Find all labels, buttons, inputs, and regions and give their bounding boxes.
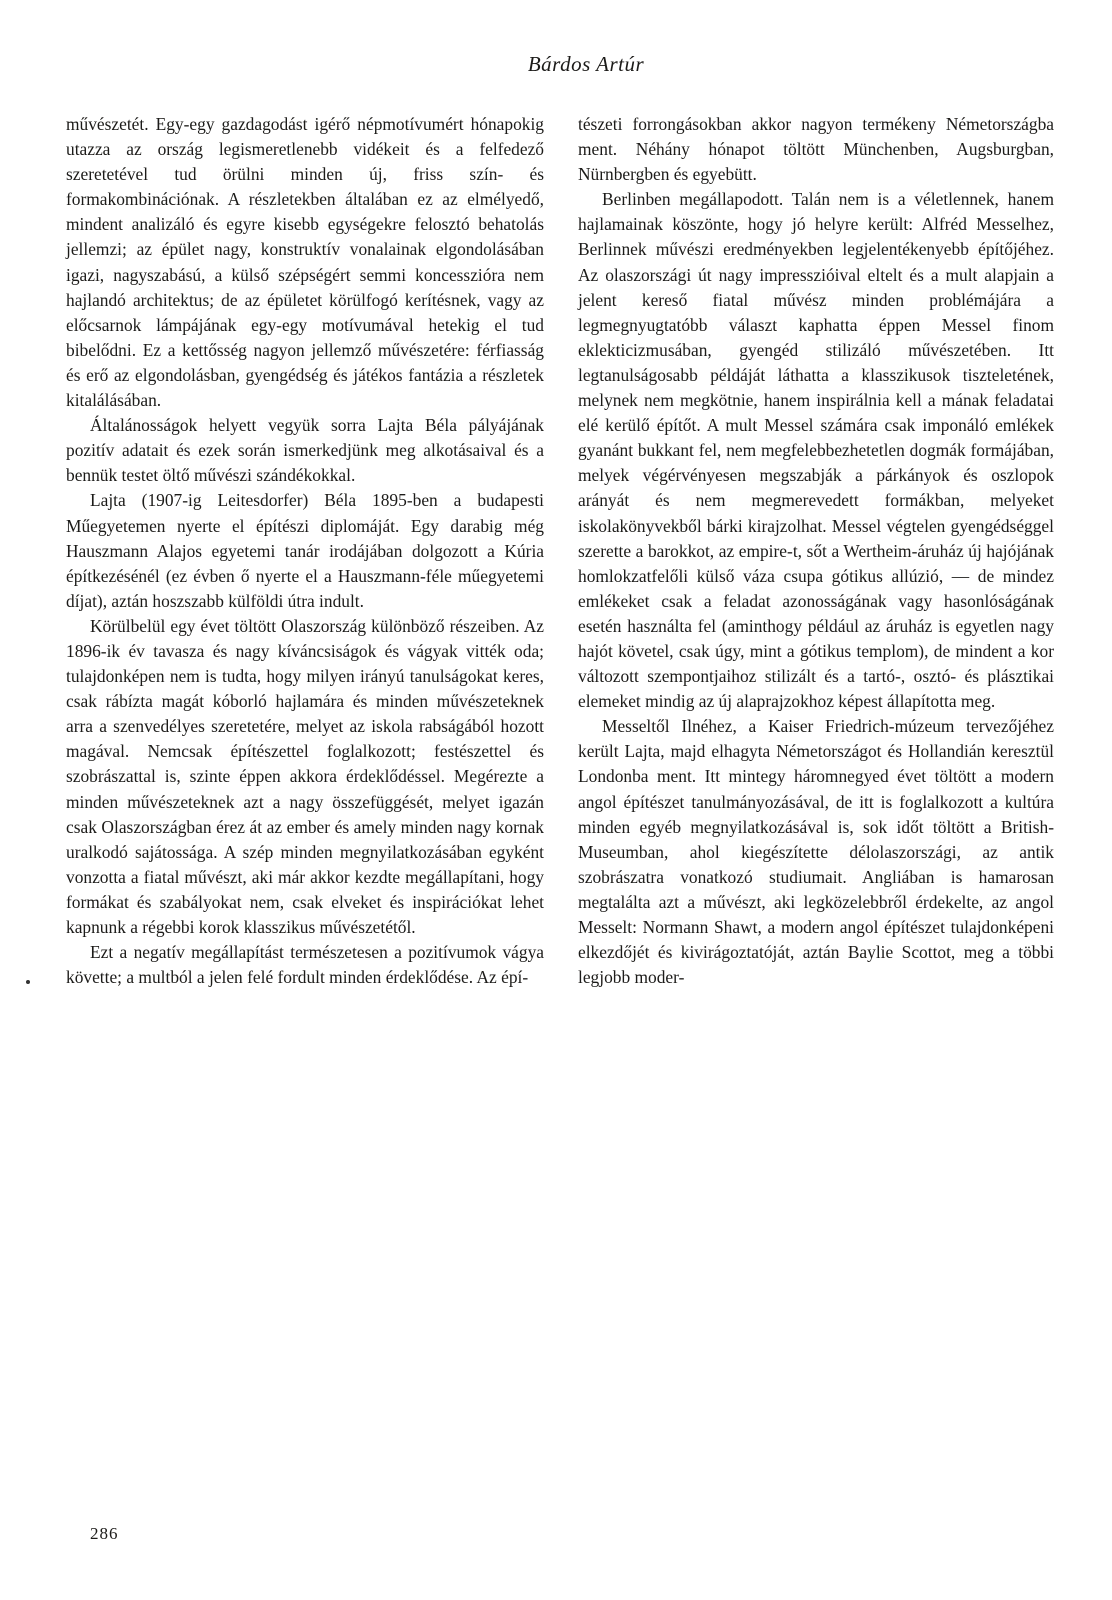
page-number: 286 [90, 1524, 119, 1543]
paragraph: Általánosságok helyett vegyük sorra Lajta Béla pályájának pozitív adatait és ezek során ismerkedjünk meg alkotásaival és a bennük testet öltő művészi szándékokkal. [66, 415, 544, 486]
paragraph: Berlinben megállapodott. Talán nem is a véletlennek, hanem hajlamainak köszönte, hogy jó helyre került: Alfréd Messelhez, Berlinnek művészi eredményekben legjelentékenyebb építőjéhez. Az olaszországi út nagy impresszióival eltelt és a mult alapjain a jelent kereső fiatal művész minden problémájára a legmegnyugtatóbb választ kaphatta éppen Messel finom eklekticizmusában, gyengéd stilizáló művészetében. Itt legtanulságosabb példáját láthatta a klasszikusok tiszteletének, melynek nem megkötnie, hanem inspirálnia kell a mának feladatai elé kerülő építőt. A mult Messel számára csak imponáló emlékek gyanánt bukkant fel, nem megfelebbezhetetlen dogmák formájában, melyek végérvényesen megszabják a párkányok és oszlopok arányát és nem megmerevedett formákban, melyeket iskolakönyvekből bárki kirajzolhat. Messel végtelen gyengédséggel szerette a barokkot, az empire-t, sőt a Wertheim-áruház új hajójának homlokzatfelőli külső váza csupa gótikus allúzió, — de mindez emlékeket csak a feladat azonosságának vagy hasonlóságának esetén használta fel (aminthogy például az áruház is egyetlen nagy hajót követel, csak úgy, mint a gótikus templom), de mindent a kor változott szempontjaihoz stilizált és a tartó-, osztó- és plásztikai elemeket mindig az új alaprajzokhoz képest állapította meg. [578, 189, 1054, 712]
left-column [66, 112, 544, 990]
paragraph: Ezt a negatív megállapítást természetesen a pozitívumok vágya követte; a multból a jelen felé fordult minden érdeklődése. Az épí- [66, 942, 544, 988]
running-head: Bárdos Artúr [527, 52, 645, 76]
paragraph: Messeltől Ilnéhez, a Kaiser Friedrich-múzeum tervezőjéhez került Lajta, majd elhagyta Németországot és Hollandián keresztül Londonba ment. Itt mintegy háromnegyed évet töltött a modern angol építészet tanulmányozásával, de itt is foglalkozott a kultúra minden egyéb megnyilatkozásával is, sok időt töltött a British-Museumban, ahol kiegészítette délolaszországi, az antik szobrászatra vonatkozó studiumait. Angliában is hamarosan megtalálta azt a művészt, aki legközelebbről érdekelte, az angol Messelt: Normann Shawt, a modern angol építészet tulajdonképeni elkezdőjét és kivirágoztatóját, aztán Baylie Scottot, meg a többi legjobb moder- [578, 716, 1054, 988]
paragraph: művészetét. Egy-egy gazdagodást igérő népmotívumért hónapokig utazza az ország legismeretlenebb vidékeit és a felfedező szeretetével tud örülni minden új, friss szín- és formakombinációnak. A részletekben általában ez az elmélyedő, mindent analizáló és egyre kisebb egységekre felosztó behatolás jellemzi; az épület nagy, konstruktív vonalainak elgondolásában igazi, nagyszabású, a külső szépségért semmi koncesszióra nem hajlandó architektus; de az épületet körülfogó kerítésnek, vagy az előcsarnok lámpájának egy-egy motívumával hetekig el tud bibelődni. Ez a kettősség nagyon jellemző művészetére: férfiasság és erő az elgondolásban, gyengédség és játékos fantázia a részletek kitalálásában. [66, 114, 544, 411]
paragraph: Körülbelül egy évet töltött Olaszország különböző részeiben. Az 1896-ik év tavasza és nagy kíváncsiságok és vágyak vitték oda; tulajdonképen nem is tudta, hogy milyen irányú tanulságokat keres, csak rábízta magát kóborló hajlamára és minden művészeteknek arra a szenvedélyes szeretetére, melyet az iskola rabságából hozott magával. Nemcsak építészettel foglalkozott; festészettel és szobrászattal is, szinte éppen akkora érdeklődéssel. Megérezte a minden művészeteknek azt a nagy összefüggését, melyet igazán csak Olaszországban érez át az ember és amely minden nagy kornak uralkodó sajátossága. A szép minden megnyilatkozásában egyként vonzotta a fiatal művészt, aki már akkor kezdte megállapítani, hogy formákat és szabályokat nem, csak elveket és inspirációkat lehet kapnunk a régebbi korok klasszikus művészetétől. [66, 615, 544, 937]
ink-speck [26, 980, 30, 984]
right-column [578, 112, 1054, 990]
paragraph: Lajta (1907-ig Leitesdorfer) Béla 1895-ben a budapesti Műegyetemen nyerte el építészi diplomáját. Egy darabig még Hauszmann Alajos egyetemi tanár irodájában dolgozott a Kúria építkezésénél (ez évben ő nyerte el a Hauszmann-féle műegyetemi díjat), aztán hoszszabb külföldi útra indult. [66, 490, 544, 611]
paragraph: tészeti forrongásokban akkor nagyon termékeny Németországba ment. Néhány hónapot töltött Münchenben, Augsburgban, Nürnbergben és egyebütt. [578, 114, 1054, 185]
